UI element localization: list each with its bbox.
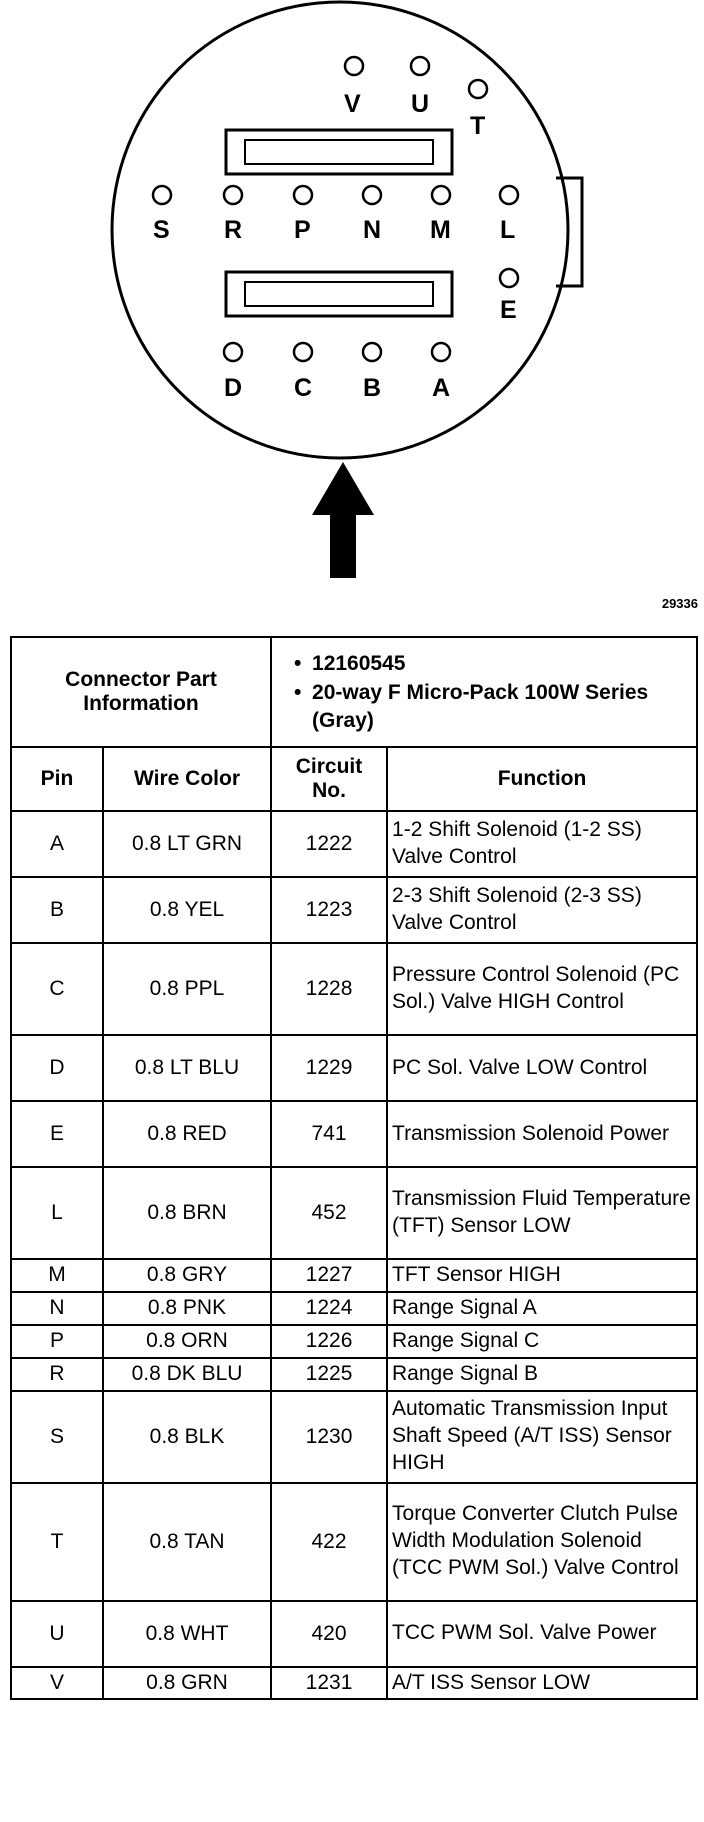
connector-info-list bbox=[276, 642, 692, 742]
wire-color-cell: 0.8 LT BLU bbox=[103, 1035, 271, 1101]
cavity-d bbox=[224, 343, 242, 361]
circuit-cell: 1229 bbox=[271, 1035, 387, 1101]
circuit-cell: 1225 bbox=[271, 1358, 387, 1391]
cavity-a bbox=[432, 343, 450, 361]
cavity-e bbox=[500, 269, 518, 287]
table-row bbox=[11, 811, 697, 877]
function-cell: Range Signal B bbox=[387, 1358, 697, 1391]
cavity-label-r: R bbox=[224, 216, 243, 244]
lower-slot-inner bbox=[245, 282, 433, 306]
cavity-l bbox=[500, 186, 518, 204]
circuit-cell: 1231 bbox=[271, 1667, 387, 1700]
connector-description: • 20-way F Micro-Pack 100W Series (Gray) bbox=[312, 679, 686, 734]
pin-cell: U bbox=[11, 1601, 103, 1667]
header-pin: Pin bbox=[11, 747, 103, 811]
cavity-u bbox=[411, 57, 429, 75]
table-row bbox=[11, 1601, 697, 1667]
wire-color-cell: 0.8 BLK bbox=[103, 1391, 271, 1483]
function-cell: Transmission Fluid Temperature (TFT) Sensor LOW bbox=[387, 1167, 697, 1259]
circuit-cell: 422 bbox=[271, 1483, 387, 1601]
cavity-r bbox=[224, 186, 242, 204]
pin-cell: E bbox=[11, 1101, 103, 1167]
cavity-label-m: M bbox=[430, 216, 451, 244]
circuit-cell: 420 bbox=[271, 1601, 387, 1667]
function-cell: PC Sol. Valve LOW Control bbox=[387, 1035, 697, 1101]
table-row bbox=[11, 943, 697, 1035]
wire-color-cell: 0.8 DK BLU bbox=[103, 1358, 271, 1391]
function-cell: Transmission Solenoid Power bbox=[387, 1101, 697, 1167]
column-header-row bbox=[11, 747, 697, 811]
connector-info-row bbox=[11, 637, 697, 747]
pin-cell: N bbox=[11, 1292, 103, 1325]
wire-color-cell: 0.8 RED bbox=[103, 1101, 271, 1167]
pin-cell: T bbox=[11, 1483, 103, 1601]
table-row bbox=[11, 877, 697, 943]
pin-cell: V bbox=[11, 1667, 103, 1700]
wire-color-cell: 0.8 YEL bbox=[103, 877, 271, 943]
pin-cell: M bbox=[11, 1259, 103, 1292]
function-cell: Range Signal C bbox=[387, 1325, 697, 1358]
circuit-cell: 1222 bbox=[271, 811, 387, 877]
connector-face-diagram bbox=[0, 0, 704, 600]
cavity-p bbox=[294, 186, 312, 204]
pin-cell: S bbox=[11, 1391, 103, 1483]
table-row bbox=[11, 1167, 697, 1259]
cavity-label-t: T bbox=[470, 112, 486, 140]
cavity-label-p: P bbox=[294, 216, 311, 244]
circuit-cell: 1230 bbox=[271, 1391, 387, 1483]
table-row bbox=[11, 1391, 697, 1483]
cavity-c bbox=[294, 343, 312, 361]
function-cell: Pressure Control Solenoid (PC Sol.) Valve HIGH Control bbox=[387, 943, 697, 1035]
circuit-cell: 1226 bbox=[271, 1325, 387, 1358]
header-function: Function bbox=[387, 747, 697, 811]
cavity-s bbox=[153, 186, 171, 204]
pin-cell: P bbox=[11, 1325, 103, 1358]
table-row bbox=[11, 1325, 697, 1358]
pin-cell: D bbox=[11, 1035, 103, 1101]
cavity-label-e: E bbox=[500, 296, 517, 324]
circuit-cell: 1223 bbox=[271, 877, 387, 943]
circuit-cell: 1227 bbox=[271, 1259, 387, 1292]
connector-info-table bbox=[10, 636, 698, 1700]
function-cell: Torque Converter Clutch Pulse Width Modulation Solenoid (TCC PWM Sol.) Valve Control bbox=[387, 1483, 697, 1601]
table-row bbox=[11, 1035, 697, 1101]
connector-info-details bbox=[271, 637, 697, 747]
cavity-n bbox=[363, 186, 381, 204]
wire-color-cell: 0.8 BRN bbox=[103, 1167, 271, 1259]
wire-color-cell: 0.8 ORN bbox=[103, 1325, 271, 1358]
wire-color-cell: 0.8 PPL bbox=[103, 943, 271, 1035]
cavity-label-s: S bbox=[153, 216, 170, 244]
function-cell: TFT Sensor HIGH bbox=[387, 1259, 697, 1292]
function-cell: Range Signal A bbox=[387, 1292, 697, 1325]
table-row bbox=[11, 1483, 697, 1601]
cavity-label-c: C bbox=[294, 374, 313, 402]
circuit-cell: 741 bbox=[271, 1101, 387, 1167]
wire-color-cell: 0.8 WHT bbox=[103, 1601, 271, 1667]
cavity-label-d: D bbox=[224, 374, 243, 402]
table-row bbox=[11, 1358, 697, 1391]
circuit-cell: 1224 bbox=[271, 1292, 387, 1325]
pin-cell: A bbox=[11, 811, 103, 877]
table-row bbox=[11, 1101, 697, 1167]
wire-color-cell: 0.8 TAN bbox=[103, 1483, 271, 1601]
table-row bbox=[11, 1292, 697, 1325]
cavity-v bbox=[345, 57, 363, 75]
figure-number: 29336 bbox=[661, 596, 698, 611]
circuit-cell: 452 bbox=[271, 1167, 387, 1259]
upper-slot-inner bbox=[245, 140, 433, 164]
wire-color-cell: 0.8 GRN bbox=[103, 1667, 271, 1700]
pin-cell: B bbox=[11, 877, 103, 943]
cavity-label-l: L bbox=[500, 216, 516, 244]
wire-color-cell: 0.8 GRY bbox=[103, 1259, 271, 1292]
cavity-label-a: A bbox=[432, 374, 451, 402]
function-cell: A/T ISS Sensor LOW bbox=[387, 1667, 697, 1700]
cavity-label-v: V bbox=[344, 90, 361, 118]
cavity-label-u: U bbox=[411, 90, 430, 118]
pin-cell: C bbox=[11, 943, 103, 1035]
cavity-label-n: N bbox=[363, 216, 382, 244]
function-cell: 2-3 Shift Solenoid (2-3 SS) Valve Control bbox=[387, 877, 697, 943]
cavity-label-b: B bbox=[363, 374, 382, 402]
function-cell: Automatic Transmission Input Shaft Speed (A/T ISS) Sensor HIGH bbox=[387, 1391, 697, 1483]
circuit-cell: 1228 bbox=[271, 943, 387, 1035]
cavity-b bbox=[363, 343, 381, 361]
view-arrow-icon bbox=[312, 462, 374, 578]
table-row bbox=[11, 1667, 697, 1700]
pin-cell: R bbox=[11, 1358, 103, 1391]
lower-slot bbox=[226, 272, 452, 316]
connector-part-number: • 12160545 bbox=[312, 650, 686, 677]
table-row bbox=[11, 1259, 697, 1292]
cavity-m bbox=[432, 186, 450, 204]
cavity-t bbox=[469, 80, 487, 98]
header-circuit-no: Circuit No. bbox=[271, 747, 387, 811]
pin-cell: L bbox=[11, 1167, 103, 1259]
wire-color-cell: 0.8 LT GRN bbox=[103, 811, 271, 877]
header-wire-color: Wire Color bbox=[103, 747, 271, 811]
connector-info-label: Connector Part Information bbox=[11, 637, 271, 747]
wire-color-cell: 0.8 PNK bbox=[103, 1292, 271, 1325]
upper-slot bbox=[226, 130, 452, 174]
function-cell: TCC PWM Sol. Valve Power bbox=[387, 1601, 697, 1667]
function-cell: 1-2 Shift Solenoid (1-2 SS) Valve Control bbox=[387, 811, 697, 877]
